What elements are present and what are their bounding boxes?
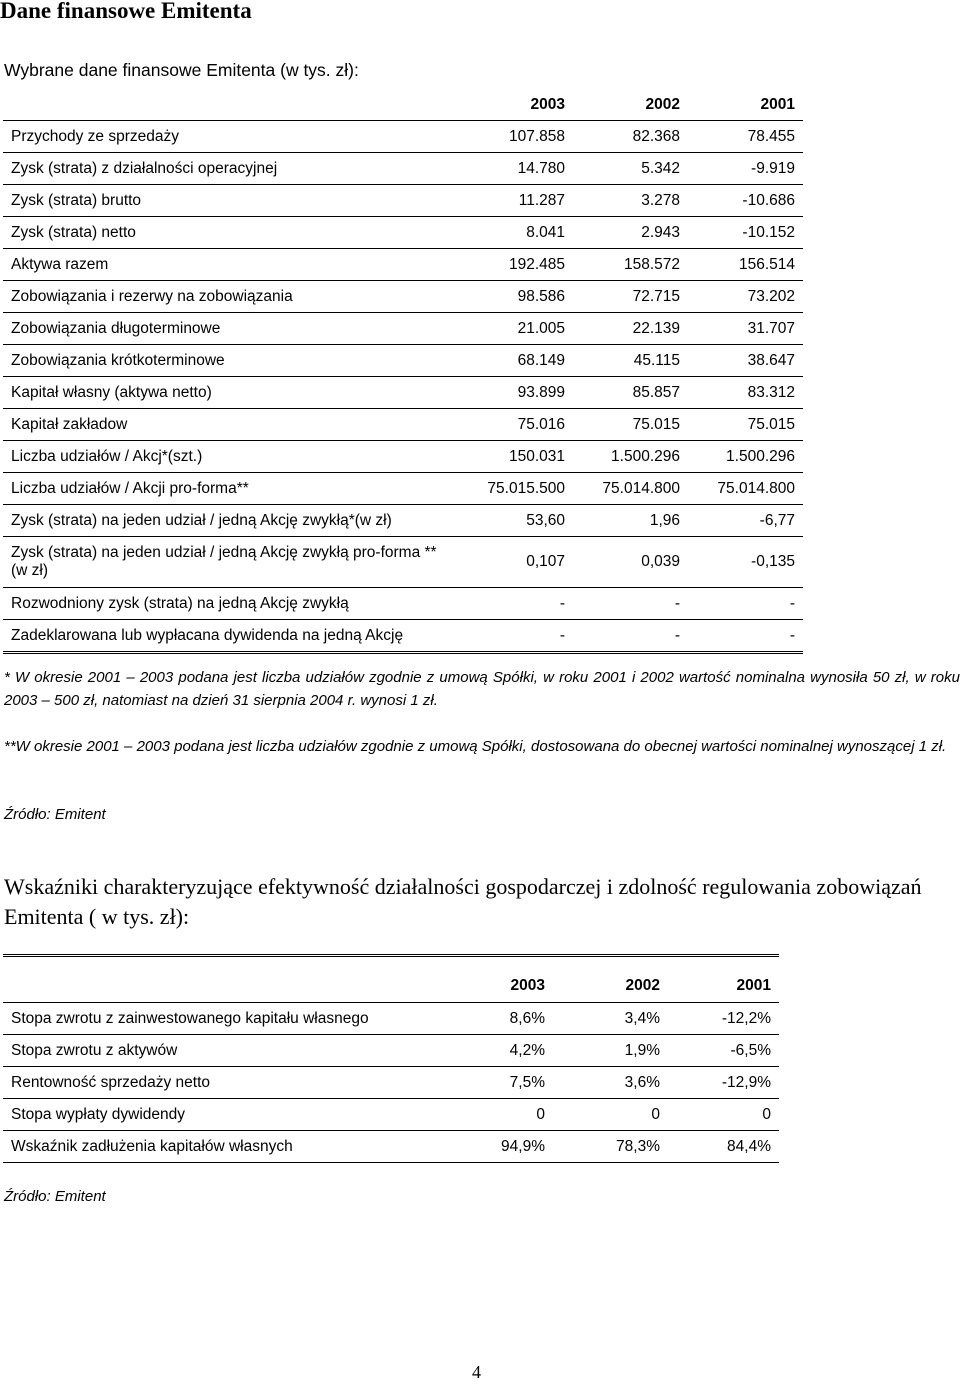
row-value: - (463, 588, 573, 620)
table-row (3, 313, 803, 345)
row-value: -9.919 (688, 153, 803, 185)
row-value: 75.015 (573, 409, 688, 441)
row-label: Rentowność sprzedaży netto (3, 1067, 443, 1099)
year-header: 2003 (443, 970, 553, 1003)
row-label: Kapitał własny (aktywa netto) (3, 377, 463, 409)
row-value: - (688, 588, 803, 620)
table-row (3, 505, 803, 537)
row-value: 3,4% (553, 1003, 668, 1035)
footnote-2: **W okresie 2001 – 2003 podana jest liczba udziałów zgodnie z umową Spółki, dostosowana do obecnej wartości nominalnej wynoszącej 1 zł. (4, 738, 947, 755)
row-value: 158.572 (573, 249, 688, 281)
header-blank-cell (3, 90, 463, 121)
table-row (3, 1003, 779, 1035)
source-note: Źródło: Emitent (4, 1188, 106, 1205)
row-value: 83.312 (688, 377, 803, 409)
table-row (3, 1067, 779, 1099)
row-value: 192.485 (463, 249, 573, 281)
row-value: 1,96 (573, 505, 688, 537)
table-header-row (3, 970, 779, 1003)
row-value: 75.015.500 (463, 473, 573, 505)
table-row (3, 377, 803, 409)
row-value: 72.715 (573, 281, 688, 313)
financial-data-table (3, 90, 803, 654)
row-value: 94,9% (443, 1131, 553, 1163)
row-value: 75.014.800 (573, 473, 688, 505)
row-value: -12,2% (668, 1003, 779, 1035)
row-value: 0,107 (463, 537, 573, 588)
row-label: Stopa zwrotu z aktywów (3, 1035, 443, 1067)
row-value: 22.139 (573, 313, 688, 345)
row-value: 75.015 (688, 409, 803, 441)
row-value: 82.368 (573, 121, 688, 153)
row-value: -12,9% (668, 1067, 779, 1099)
row-value: -10.686 (688, 185, 803, 217)
row-label: Wskaźnik zadłużenia kapitałów własnych (3, 1131, 443, 1163)
row-value: -6,5% (668, 1035, 779, 1067)
row-value: 4,2% (443, 1035, 553, 1067)
row-label: Liczba udziałów / Akcji pro-forma** (3, 473, 463, 505)
row-value: 0 (668, 1099, 779, 1131)
table-row (3, 281, 803, 313)
table-row (3, 588, 803, 620)
table-row (3, 473, 803, 505)
source-note: Źródło: Emitent (4, 806, 106, 823)
row-value: 98.586 (463, 281, 573, 313)
row-value: 78.455 (688, 121, 803, 153)
page-title: Dane finansowe Emitenta (0, 0, 252, 23)
row-value: 75.014.800 (688, 473, 803, 505)
row-value: 21.005 (463, 313, 573, 345)
row-label: Zysk (strata) netto (3, 217, 463, 249)
row-value: - (688, 620, 803, 653)
row-value: 75.016 (463, 409, 573, 441)
row-value: 53,60 (463, 505, 573, 537)
row-label: Zysk (strata) na jeden udział / jedną Akcję zwykłą pro-forma ** (w zł) (3, 537, 463, 588)
row-label: Stopa zwrotu z zainwestowanego kapitału własnego (3, 1003, 443, 1035)
table-row (3, 1099, 779, 1131)
row-value: 7,5% (443, 1067, 553, 1099)
row-value: - (463, 620, 573, 653)
row-value: 0 (443, 1099, 553, 1131)
table-row (3, 121, 803, 153)
intro-text: Wybrane dane finansowe Emitenta (w tys. zł): (4, 60, 359, 80)
row-label: Zysk (strata) z działalności operacyjnej (3, 153, 463, 185)
year-header: 2001 (668, 970, 779, 1003)
table-row (3, 1131, 779, 1163)
table-row (3, 620, 803, 653)
table-header-row (3, 90, 803, 121)
table-row (3, 345, 803, 377)
section-title: Wskaźniki charakteryzujące efektywność działalności gospodarczej i zdolność regulowania zobowiązań Emitenta ( w tys. zł): (4, 874, 922, 929)
year-header: 2002 (573, 90, 688, 121)
header-blank-cell (3, 970, 443, 1003)
year-header: 2001 (688, 90, 803, 121)
row-value: 93.899 (463, 377, 573, 409)
row-label: Przychody ze sprzedaży (3, 121, 463, 153)
table-top-rule (3, 956, 779, 971)
row-value: 150.031 (463, 441, 573, 473)
year-header: 2003 (463, 90, 573, 121)
row-value: 156.514 (688, 249, 803, 281)
row-value: 31.707 (688, 313, 803, 345)
row-label: Zobowiązania i rezerwy na zobowiązania (3, 281, 463, 313)
row-label: Liczba udziałów / Akcj*(szt.) (3, 441, 463, 473)
row-label: Zysk (strata) na jeden udział / jedną Akcję zwykłą*(w zł) (3, 505, 463, 537)
table-row (3, 537, 803, 588)
row-value: 0 (553, 1099, 668, 1131)
row-value: 8.041 (463, 217, 573, 249)
row-value: 78,3% (553, 1131, 668, 1163)
row-value: 0,039 (573, 537, 688, 588)
row-value: 1,9% (553, 1035, 668, 1067)
row-value: 68.149 (463, 345, 573, 377)
row-value: 45.115 (573, 345, 688, 377)
row-label: Zysk (strata) brutto (3, 185, 463, 217)
row-value: 3.278 (573, 185, 688, 217)
row-value: 5.342 (573, 153, 688, 185)
indicators-table (3, 954, 779, 1163)
row-value: 3,6% (553, 1067, 668, 1099)
page-number: 4 (472, 1362, 481, 1382)
row-value: 73.202 (688, 281, 803, 313)
row-value: 38.647 (688, 345, 803, 377)
row-label: Aktywa razem (3, 249, 463, 281)
row-value: 8,6% (443, 1003, 553, 1035)
row-value: -0,135 (688, 537, 803, 588)
row-value: 85.857 (573, 377, 688, 409)
row-value: -6,77 (688, 505, 803, 537)
row-value: - (573, 620, 688, 653)
row-value: 1.500.296 (573, 441, 688, 473)
row-label: Rozwodniony zysk (strata) na jedną Akcję zwykłą (3, 588, 463, 620)
table-row (3, 185, 803, 217)
table-row (3, 217, 803, 249)
row-value: 11.287 (463, 185, 573, 217)
row-value: 84,4% (668, 1131, 779, 1163)
table-row (3, 409, 803, 441)
row-value: 1.500.296 (688, 441, 803, 473)
year-header: 2002 (553, 970, 668, 1003)
row-value: 107.858 (463, 121, 573, 153)
row-value: - (573, 588, 688, 620)
row-label: Kapitał zakładow (3, 409, 463, 441)
row-value: -10.152 (688, 217, 803, 249)
row-label: Zobowiązania długoterminowe (3, 313, 463, 345)
row-label: Zadeklarowana lub wypłacana dywidenda na jedną Akcję (3, 620, 463, 653)
table-row (3, 153, 803, 185)
row-value: 2.943 (573, 217, 688, 249)
table-row (3, 249, 803, 281)
row-label: Zobowiązania krótkoterminowe (3, 345, 463, 377)
table-row (3, 1035, 779, 1067)
footnote-1: * W okresie 2001 – 2003 podana jest liczba udziałów zgodnie z umową Spółki, w roku 2001 i 2002 wartość nominalna wynosiła 50 zł, w roku 2003 – 500 zł, natomiast na dzień 31 sierpnia 2004 r. wynosi 1 zł. (4, 669, 960, 709)
row-value: 14.780 (463, 153, 573, 185)
table-row (3, 441, 803, 473)
row-label: Stopa wypłaty dywidendy (3, 1099, 443, 1131)
